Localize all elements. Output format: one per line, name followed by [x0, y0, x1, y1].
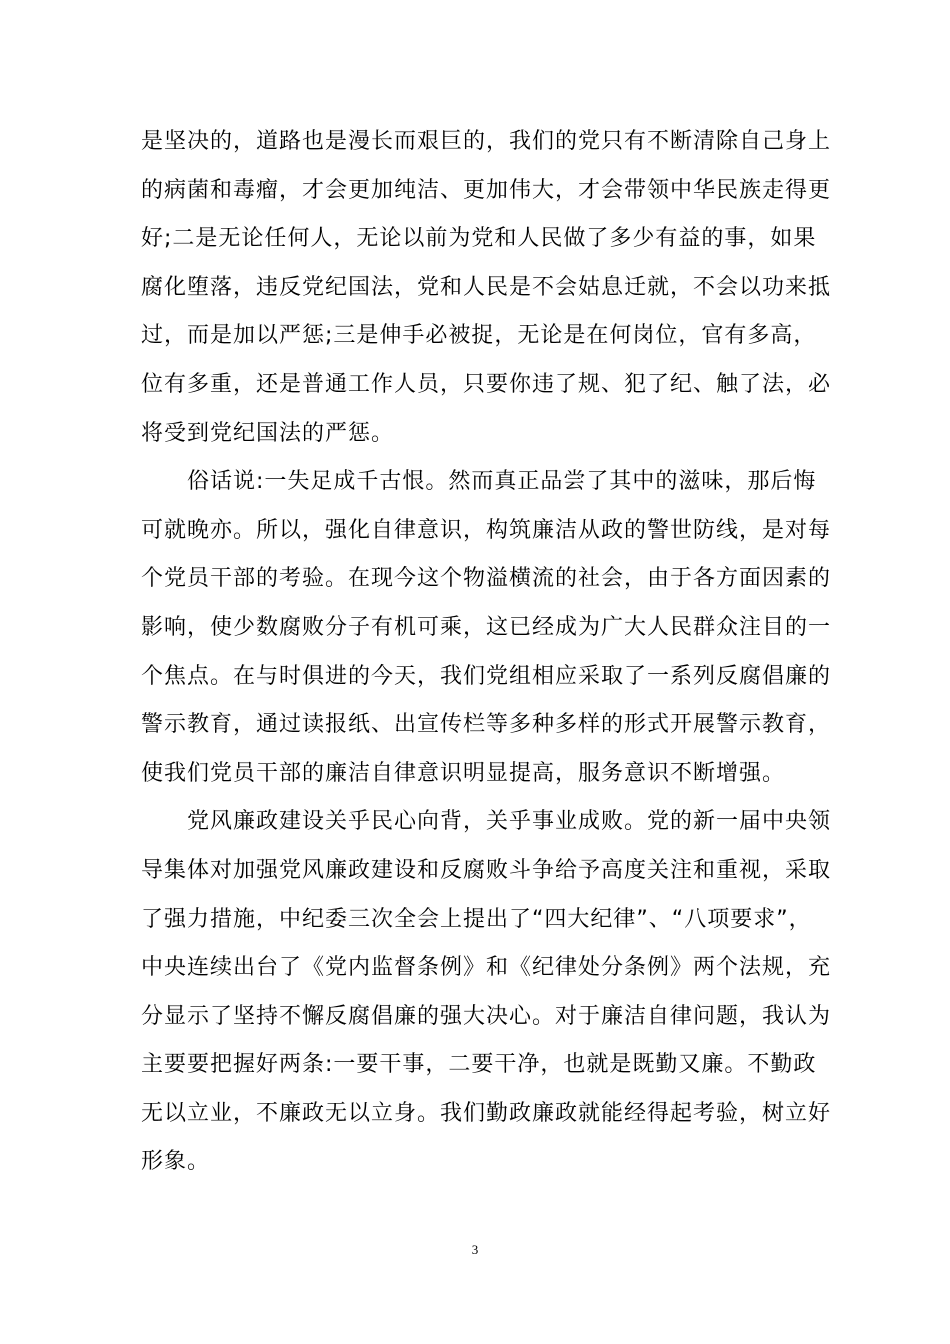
text-line: 腐化堕落，违反党纪国法，党和人民是不会姑息迁就，不会以功来抵: [141, 274, 832, 300]
text-line: 分显示了坚持不懈反腐倡廉的强大决心。对于廉洁自律问题，我认为: [141, 1003, 832, 1029]
text-line: 的病菌和毒瘤，才会更加纯洁、更加伟大，才会带领中华民族走得更: [141, 177, 832, 203]
text-line: 将受到党纪国法的严惩。: [141, 420, 395, 446]
text-line: 形象。: [141, 1149, 211, 1175]
text-line: 中央连续出台了《党内监督条例》和《纪律处分条例》两个法规，充: [141, 955, 832, 981]
paragraph-2: [141, 458, 832, 798]
text-line: 导集体对加强党风廉政建设和反腐败斗争给予高度关注和重视，采取: [141, 857, 832, 883]
text-line: 是坚决的，道路也是漫长而艰巨的，我们的党只有不断清除自己身上: [141, 129, 832, 154]
text-line: 位有多重，还是普通工作人员，只要你违了规、犯了纪、触了法，必: [141, 371, 832, 397]
text-line: 过，而是加以严惩;三是伸手必被捉，无论是在何岗位，官有多高，: [141, 323, 817, 349]
text-line: 警示教育，通过读报纸、出宣传栏等多种多样的形式开展警示教育，: [141, 712, 832, 738]
text-line: 主要要把握好两条:一要干事，二要干净，也就是既勤又廉。不勤政: [141, 1052, 817, 1078]
text-line: 好;二是无论任何人，无论以前为党和人民做了多少有益的事，如果: [141, 226, 817, 252]
text-line: 无以立业，不廉政无以立身。我们勤政廉政就能经得起考验，树立好: [141, 1100, 832, 1126]
text-line: 个党员干部的考验。在现今这个物溢横流的社会，由于各方面因素的: [141, 566, 832, 592]
text-line: 俗话说:一失足成千古恨。然而真正品尝了其中的滋味，那后悔: [141, 469, 817, 495]
paragraph-1: [141, 118, 832, 458]
text-line: 党风廉政建设关乎民心向背，关乎事业成败。党的新一届中央领: [141, 809, 832, 835]
text-line: 影响，使少数腐败分子有机可乘，这已经成为广大人民群众注目的一: [141, 614, 832, 640]
text-line: 可就晚亦。所以，强化自律意识，构筑廉洁从政的警世防线，是对每: [141, 517, 832, 543]
page-number: 3: [471, 1242, 479, 1257]
paragraph-3: [141, 798, 832, 1187]
text-line: 了强力措施，中纪委三次全会上提出了“四大纪律”、“八项要求”，: [141, 906, 812, 932]
body-text: [141, 118, 832, 1187]
text-line: 个焦点。在与时俱进的今天，我们党组相应采取了一系列反腐倡廉的: [141, 663, 832, 689]
text-line: 使我们党员干部的廉洁自律意识明显提高，服务意识不断增强。: [141, 760, 786, 786]
